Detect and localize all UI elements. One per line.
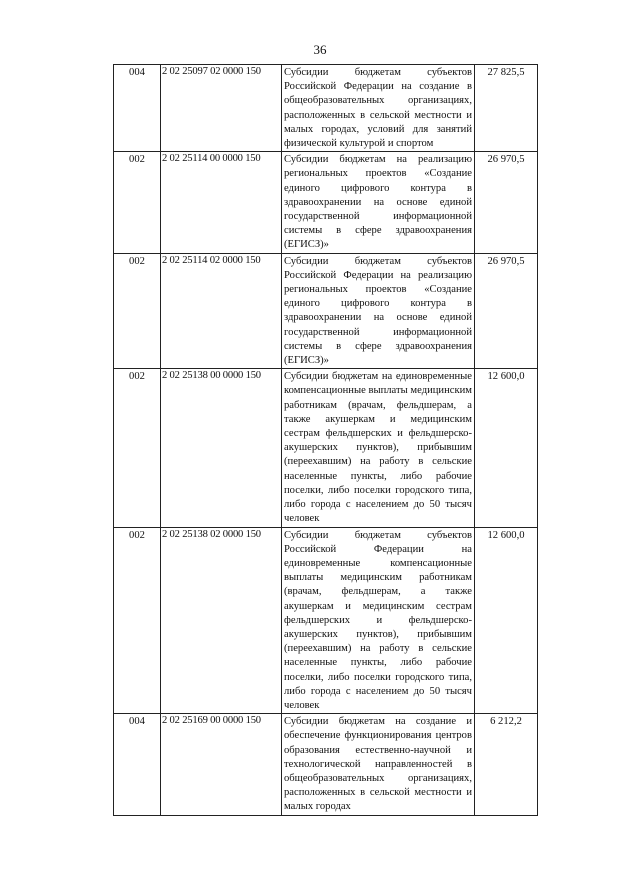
admin-code-cell — [114, 369, 161, 527]
budget-code: 2 02 25169 00 0000 150 — [162, 715, 261, 727]
admin-code: 002 — [129, 371, 145, 383]
name-cell — [282, 714, 475, 815]
budget-code-cell — [161, 253, 282, 369]
budget-code-cell — [161, 65, 282, 152]
table-row — [114, 714, 538, 815]
admin-code: 004 — [129, 67, 145, 78]
budget-code: 2 02 25138 00 0000 150 — [162, 370, 261, 382]
amount-cell — [475, 714, 538, 815]
budget-code: 2 02 25097 02 0000 150 — [162, 66, 261, 77]
admin-code-cell — [114, 253, 161, 369]
amount-cell — [475, 527, 538, 714]
amount: 12 600,0 — [487, 529, 525, 541]
amount-cell — [475, 65, 538, 152]
income-name: Субсидии бюджетам субъектов Российской Федерации на реализацию региональных проектов «Создание единого цифрового контура в здравоохранении на основе единой государственной информационной системы в сфере здравоохранения (ЕГИСЗ)» — [284, 255, 472, 367]
admin-code: 002 — [129, 529, 145, 541]
budget-code: 2 02 25138 02 0000 150 — [162, 528, 261, 540]
income-name: Субсидии бюджетам на создание и обеспечение функционирования центров образования естественно-научной и технологической направленностей в общеобразовательных организациях, расположенных в сельской местности и малых городах — [284, 716, 472, 813]
page-number: 36 — [313, 42, 327, 57]
name-cell — [282, 152, 475, 253]
table-row — [114, 253, 538, 369]
admin-code: 002 — [129, 255, 145, 267]
name-cell — [282, 527, 475, 714]
amount: 26 970,5 — [487, 154, 525, 166]
table-row — [114, 369, 538, 527]
admin-code-cell — [114, 714, 161, 815]
table-row — [114, 152, 538, 253]
budget-code: 2 02 25114 02 0000 150 — [162, 254, 261, 266]
budget-code-cell — [161, 714, 282, 815]
budget-code-cell — [161, 369, 282, 527]
budget-code-cell — [161, 527, 282, 714]
admin-code-cell — [114, 527, 161, 714]
income-name: Субсидии бюджетам субъектов Российской Федерации на создание в общеобразовательных организациях, расположенных в сельской местности и малых городах, условий для занятий физической культурой и спортом — [284, 67, 472, 150]
name-cell — [282, 253, 475, 369]
income-name: Субсидии бюджетам на единовременные компенсационные выплаты медицинским работникам (врачам, фельдшерам, а также акушеркам и медицинским сестрам фельдшерских и фельдшерско-акушерских пунктов), прибывшим (переехавшим) на работу в сельские населенные пункты, либо рабочие поселки, либо поселки городского типа, либо города с населением до 50 тысяч человек — [284, 371, 472, 525]
income-name: Субсидии бюджетам субъектов Российской Федерации на единовременные компенсационные выплаты медицинским работникам (врачам, фельдшерам, а также акушеркам и медицинским сестрам фельдшерских и фельдшерско-акушерских пунктов), прибывшим (переехавшим) на работу в сельские населенные пункты, либо рабочие поселки, либо поселки городского типа, либо города с населением до 50 тысяч человек — [284, 529, 472, 711]
budget-code: 2 02 25114 00 0000 150 — [162, 153, 261, 165]
table-row — [114, 527, 538, 714]
income-name: Субсидии бюджетам на реализацию региональных проектов «Создание единого цифрового контура в здравоохранении на основе единой государственной информационной системы в сфере здравоохранения (ЕГИСЗ)» — [284, 154, 472, 251]
amount-cell — [475, 152, 538, 253]
amount-cell — [475, 369, 538, 527]
table-row — [114, 65, 538, 152]
budget-code-cell — [161, 152, 282, 253]
amount: 26 970,5 — [487, 255, 525, 267]
budget-table — [113, 64, 538, 816]
admin-code-cell — [114, 65, 161, 152]
admin-code-cell — [114, 152, 161, 253]
name-cell — [282, 369, 475, 527]
amount: 27 825,5 — [487, 67, 525, 78]
name-cell — [282, 65, 475, 152]
admin-code: 004 — [129, 716, 145, 728]
amount: 6 212,2 — [490, 716, 522, 728]
amount-cell — [475, 253, 538, 369]
admin-code: 002 — [129, 154, 145, 166]
amount: 12 600,0 — [487, 371, 525, 383]
